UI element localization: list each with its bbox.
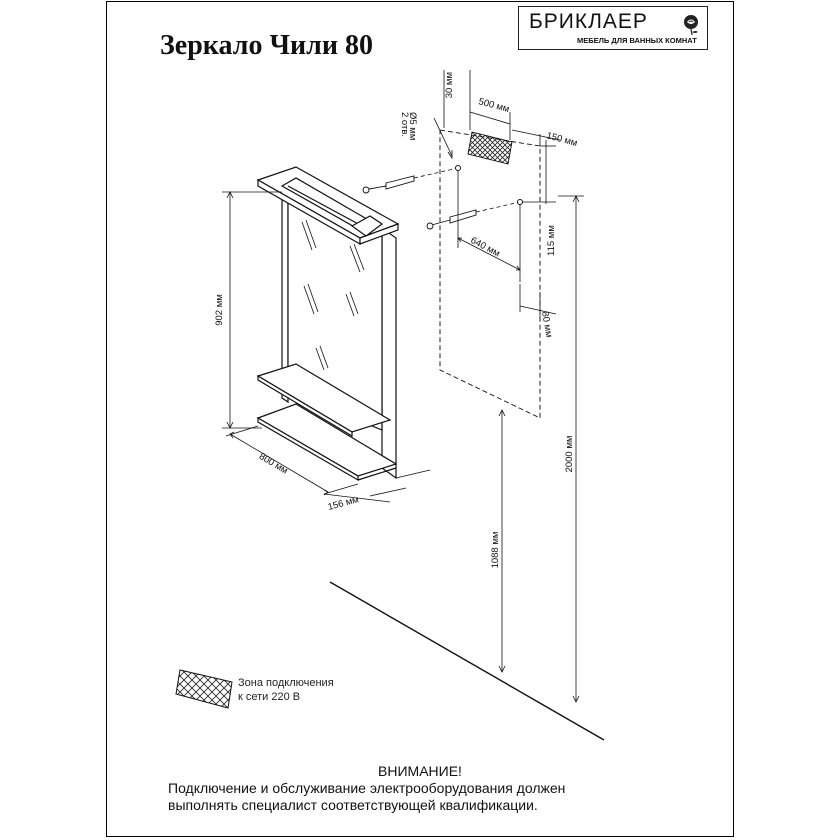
wall-outline	[440, 130, 540, 418]
screw-upper	[363, 176, 414, 193]
hole-note-count: 2 отв.	[399, 112, 410, 138]
dim-depth-label: 156 мм	[326, 494, 361, 513]
dim-hole-drop-label: 115 мм	[546, 225, 557, 256]
connection-zone	[468, 132, 512, 164]
legend-swatch	[176, 670, 232, 708]
dim-conn-right-label: 150 мм	[545, 130, 579, 150]
warning-line-2: выполнять специалист соответствующей квалификации.	[168, 797, 538, 813]
dim-width-label: 800 мм	[256, 451, 290, 477]
dim-conn-width-label: 500 мм	[477, 96, 511, 116]
mount-hole-left	[456, 166, 461, 171]
cabinet-side-panel	[382, 228, 396, 478]
warning-heading: ВНИМАНИЕ!	[378, 763, 462, 779]
logo-name: БРИКЛАЕР	[529, 10, 648, 33]
logo-tagline: МЕБЕЛЬ ДЛЯ ВАННЫХ КОМНАТ	[577, 36, 697, 45]
dim-hole-spacing	[458, 170, 520, 282]
floor-line	[330, 582, 604, 740]
dim-bottom-height-label: 1088 мм	[490, 531, 501, 569]
warning-line-1: Подключение и обслуживание электрооборудования должен	[168, 780, 566, 796]
legend-label	[238, 676, 334, 704]
dim-hole-side-label: 80 мм	[539, 310, 555, 339]
dim-height-label: 902 мм	[214, 294, 225, 326]
dim-hole-drop	[522, 140, 556, 204]
dim-hole-spacing-label: 640 мм	[468, 234, 502, 260]
dim-conn-top-label: 30 мм	[444, 72, 455, 99]
page-title: Зеркало Чили 80	[160, 30, 373, 61]
dim-height	[222, 192, 282, 428]
screw-lower	[427, 210, 476, 229]
hole-note-leader	[434, 118, 452, 158]
dim-depth	[324, 470, 430, 502]
hole-note-diameter: Ø5 мм	[407, 112, 418, 141]
legend-line-2: к сети 220 В	[238, 691, 301, 703]
legend-line-1: Зона подключения	[238, 677, 334, 689]
mount-hole-right	[518, 200, 523, 205]
mirror-cabinet	[258, 167, 398, 480]
screw-axes	[414, 168, 520, 212]
dim-top-height-label: 2000 мм	[564, 435, 575, 473]
warning-text	[168, 780, 688, 814]
